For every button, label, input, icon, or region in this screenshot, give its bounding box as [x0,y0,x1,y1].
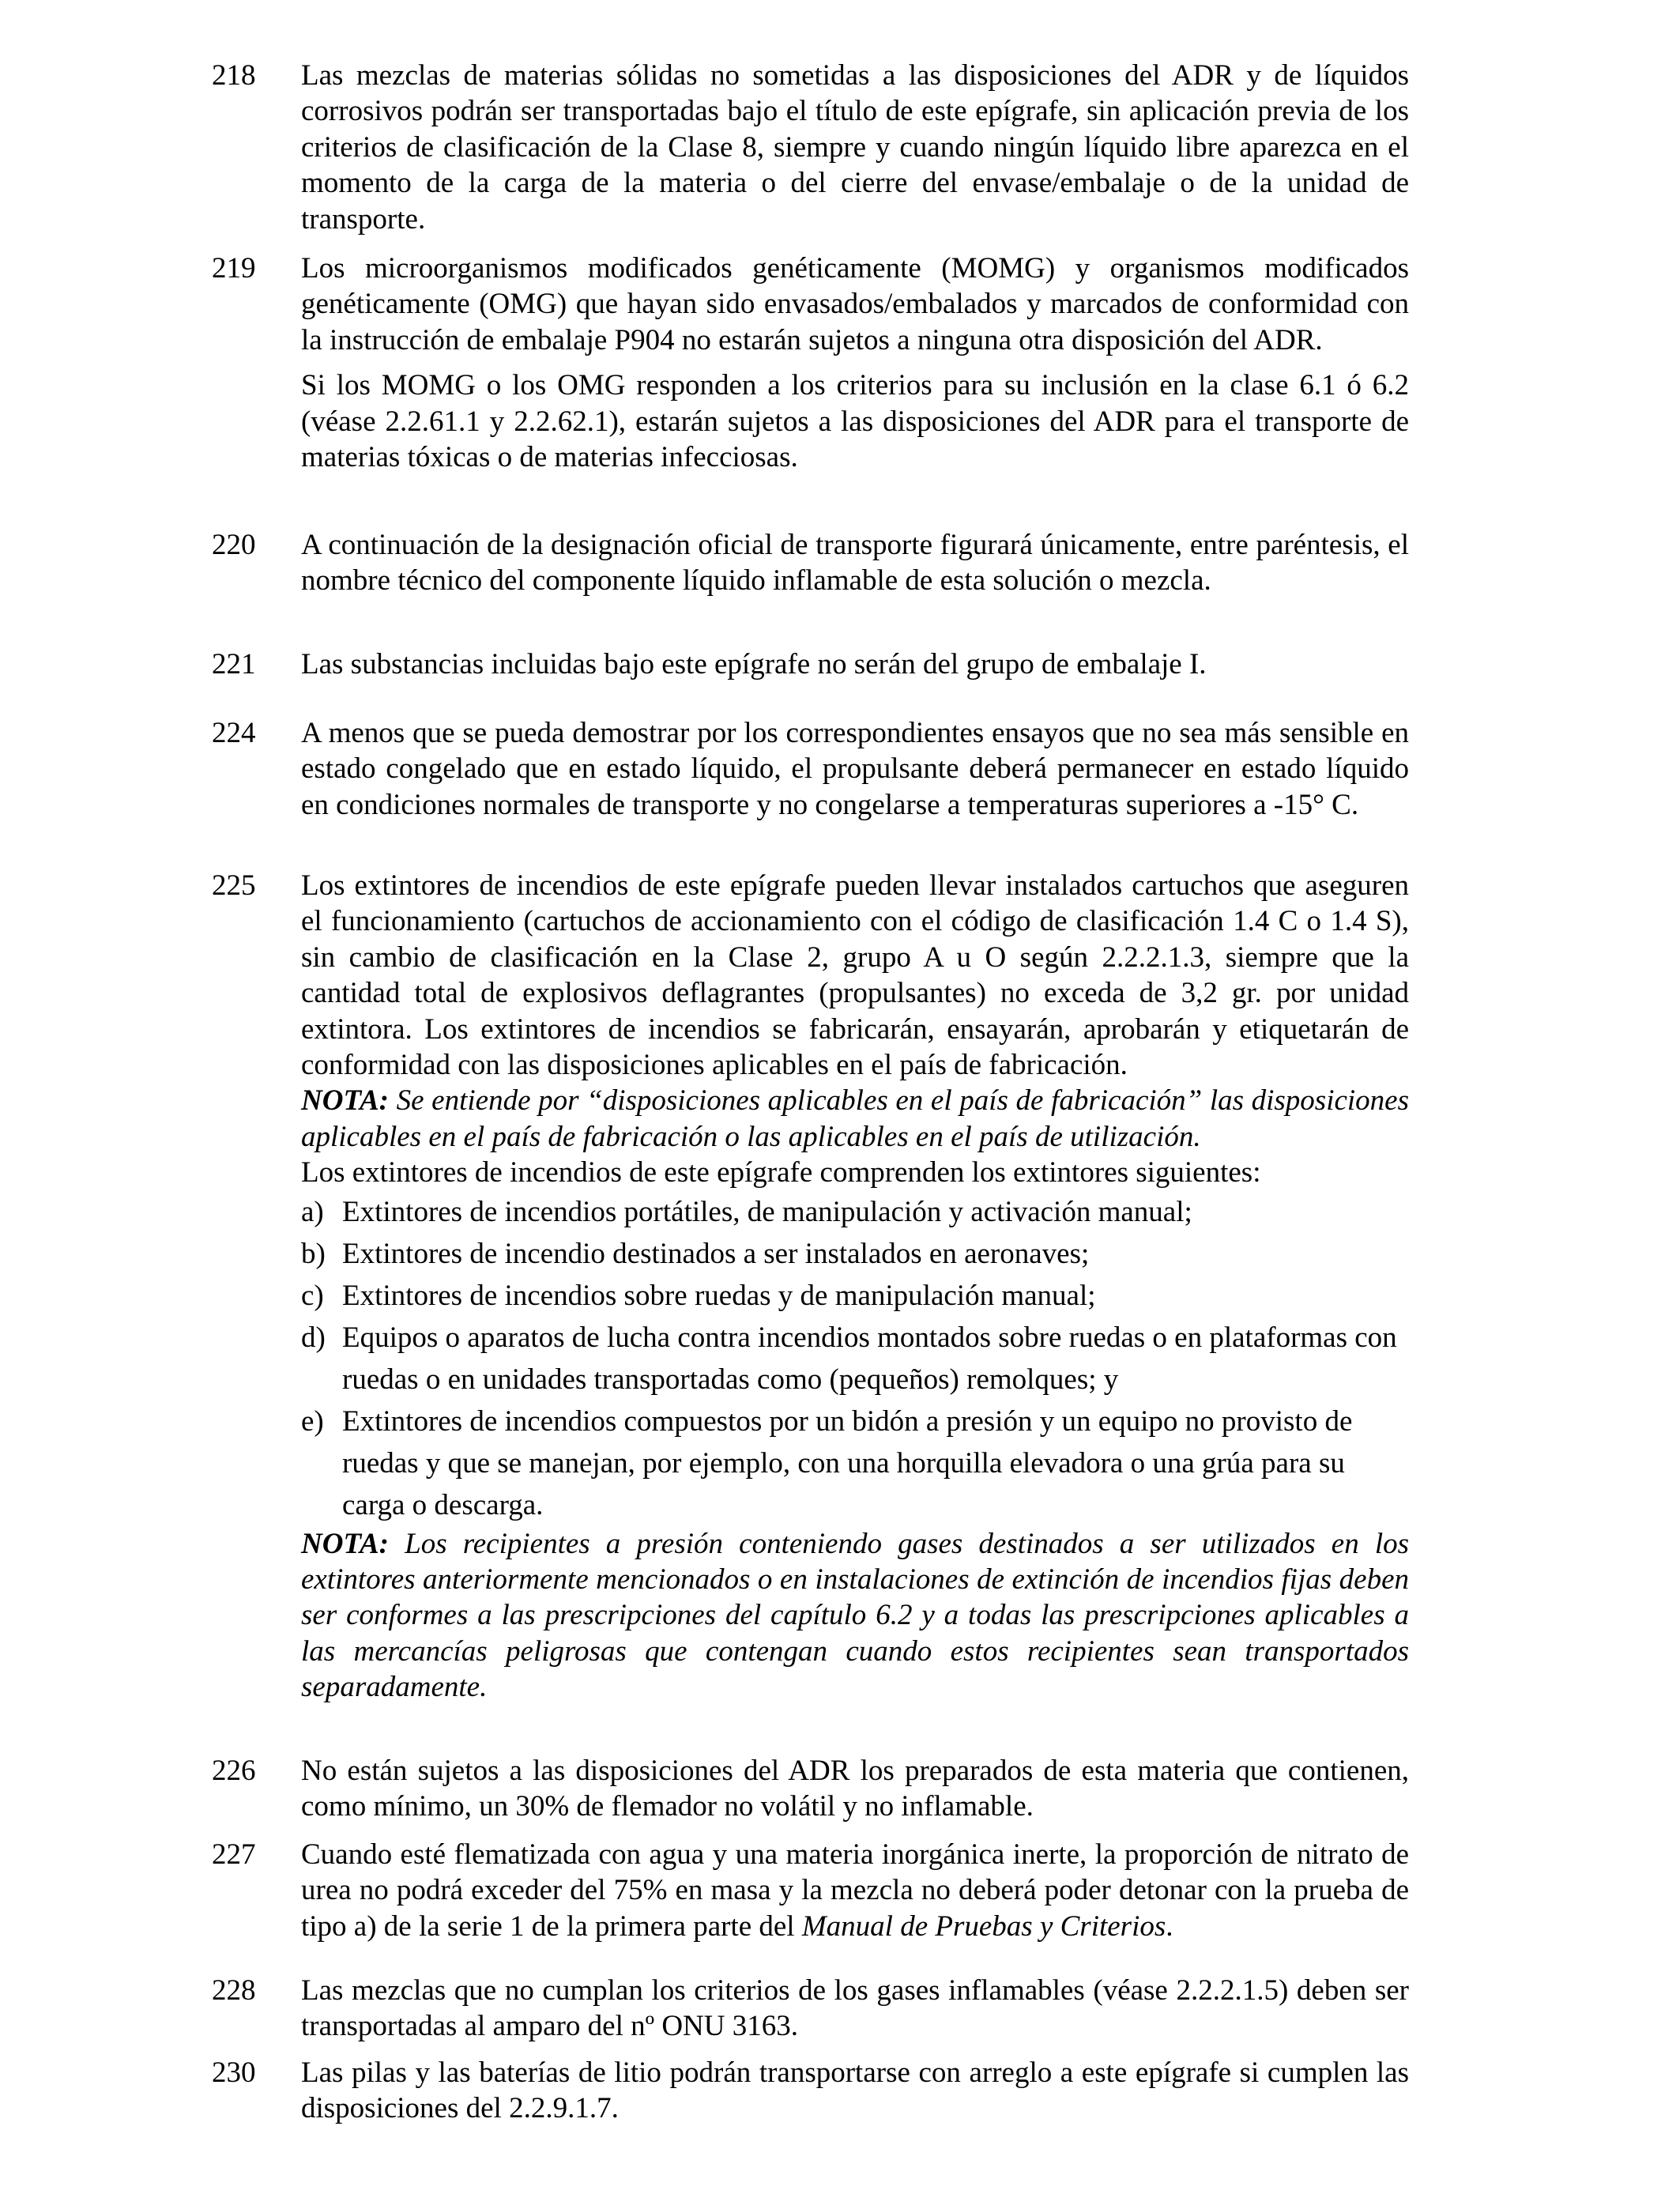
provision-number: 224 [212,717,256,749]
paragraph: Las substancias incluidas bajo este epígrafe no serán del grupo de embalaje I. [301,648,1207,680]
extinguisher-list [301,1191,1409,1526]
provision-text [301,715,1409,823]
provision-number: 225 [212,869,256,902]
note-label: NOTA: [301,1084,389,1118]
paragraph: A menos que se pueda demostrar por los correspondientes ensayos que no sea más sensible en estado congelado que en estado líquido, el propulsante deberá permanecer en estado líquido en condiciones normales de transporte y no congelarse a temperaturas superiores a -15° C. [301,717,1409,821]
note-text: Se entiende por “disposiciones aplicables en el país de fabricación” las disposiciones aplicables en el país de fabricación o las aplicables en el país de utilización. [301,1084,1410,1153]
list-item [301,1275,1409,1317]
paragraph: Las pilas y las baterías de litio podrán transportarse con arreglo a este epígrafe si cumplen las disposiciones del 2.2.9.1.7. [301,2056,1409,2125]
list-marker: d) [301,1321,326,1354]
list-marker: b) [301,1237,326,1270]
list-item [301,1317,1409,1400]
provision-text [301,527,1409,599]
paragraph [301,1837,1409,1944]
provision-text [301,1973,1409,2045]
list-item-text: Extintores de incendios sobre ruedas y de manipulación manual; [342,1279,1096,1312]
list-item-text: Extintores de incendio destinados a ser instalados en aeronaves; [342,1237,1090,1270]
paragraph: A continuación de la designación oficial de transporte figurará únicamente, entre paréntesis, el nombre técnico del componente líquido inflamable de esta solución o mezcla. [301,529,1409,598]
note [301,1083,1409,1155]
list-marker: e) [301,1404,324,1438]
provision-number: 221 [212,648,256,680]
provision-text [301,1837,1409,1944]
paragraph: Los extintores de incendios de este epígrafe pueden llevar instalados cartuchos que aseguren el funcionamiento (cartuchos de accionamiento con el código de clasificación 1.4 C o 1.4 S), sin cambio de clasificación en la Clase 2, grupo A u O según 2.2.2.1.3, siempre que la cantidad total de explosivos deflagrantes (propulsantes) no exceda de 3,2 gr. por unidad extintora. Los extintores de incendios se fabricarán, ensayarán, aprobarán y etiquetarán de conformidad con las disposiciones aplicables en el país de fabricación. [301,869,1409,1082]
paragraph: Si los MOMG o los OMG responden a los criterios para su inclusión en la clase 6.1 ó 6.2 (véase 2.2.61.1 y 2.2.62.1), estarán sujetos a las disposiciones del ADR para el transporte de materias tóxicas o de materias infecciosas. [301,369,1409,474]
provision-text [301,251,1409,475]
list-item [301,1233,1409,1275]
list-intro: Los extintores de incendios de este epígrafe comprenden los extintores siguientes: [301,1156,1261,1189]
list-marker: a) [301,1195,324,1228]
manual-title: Manual de Pruebas y Criterios [801,1909,1166,1943]
provision-text [301,2055,1409,2127]
provision-number: 226 [212,1755,256,1787]
list-marker: c) [301,1279,324,1312]
list-item-text: Extintores de incendios portátiles, de manipulación y activación manual; [342,1195,1192,1228]
paragraph-end: . [1166,1909,1173,1943]
note-label: NOTA: [301,1527,389,1560]
provision-text [301,58,1409,237]
paragraph: Las mezclas que no cumplan los criterios de los gases inflamables (véase 2.2.2.1.5) deben ser transportadas al amparo del nº ONU 3163. [301,1974,1409,2043]
paragraph: Las mezclas de materias sólidas no sometidas a las disposiciones del ADR y de líquidos corrosivos podrán ser transportadas bajo el título de este epígrafe, sin aplicación previa de los criterios de clasificación de la Clase 8, siempre y cuando ningún líquido libre aparezca en el momento de la carga de la materia o del cierre del envase/embalaje o de la unidad de transporte. [301,59,1409,236]
list-item-text: Extintores de incendios compuestos por un bidón a presión y un equipo no provisto de ruedas y que se manejan, por ejemplo, con una horquilla elevadora o una grúa para su carga o descarga. [342,1404,1353,1521]
note [301,1526,1409,1706]
provision-number: 230 [212,2056,256,2089]
provision-text [301,868,1409,1706]
note-text: Los recipientes a presión conteniendo gases destinados a ser utilizados en los extintores anteriormente mencionados o en instalaciones de extinción de incendios fijas deben ser conformes a las prescripciones del capítulo 6.2 y a todas las prescripciones aplicables a las mercancías peligrosas que contengan cuando estos recipientes sean transportados separadamente. [301,1527,1410,1704]
provision-text [301,1753,1409,1825]
provision-number: 218 [212,59,256,92]
provision-number: 219 [212,252,256,285]
paragraph-text: Cuando esté flematizada con agua y una materia inorgánica inerte, la proporción de nitrato de urea no podrá exceder del 75% en masa y la mezcla no deberá poder detonar con la prueba de tipo a) de la serie 1 de la primera parte del [301,1838,1409,1943]
list-item [301,1191,1409,1233]
provision-number: 220 [212,529,256,561]
provision-text [301,647,1409,682]
provision-number: 227 [212,1838,256,1871]
list-item [301,1400,1409,1526]
paragraph: No están sujetos a las disposiciones del ADR los preparados de esta materia que contienen, como mínimo, un 30% de flemador no volátil y no inflamable. [301,1755,1409,1823]
provision-number: 228 [212,1974,256,2007]
paragraph: Los microorganismos modificados genéticamente (MOMG) y organismos modificados genéticamente (OMG) que hayan sido envasados/embalados y marcados de conformidad con la instrucción de embalaje P904 no estarán sujetos a ninguna otra disposición del ADR. [301,252,1409,356]
list-item-text: Equipos o aparatos de lucha contra incendios montados sobre ruedas o en plataformas con ruedas o en unidades transportadas como (pequeños) remolques; y [342,1321,1397,1396]
